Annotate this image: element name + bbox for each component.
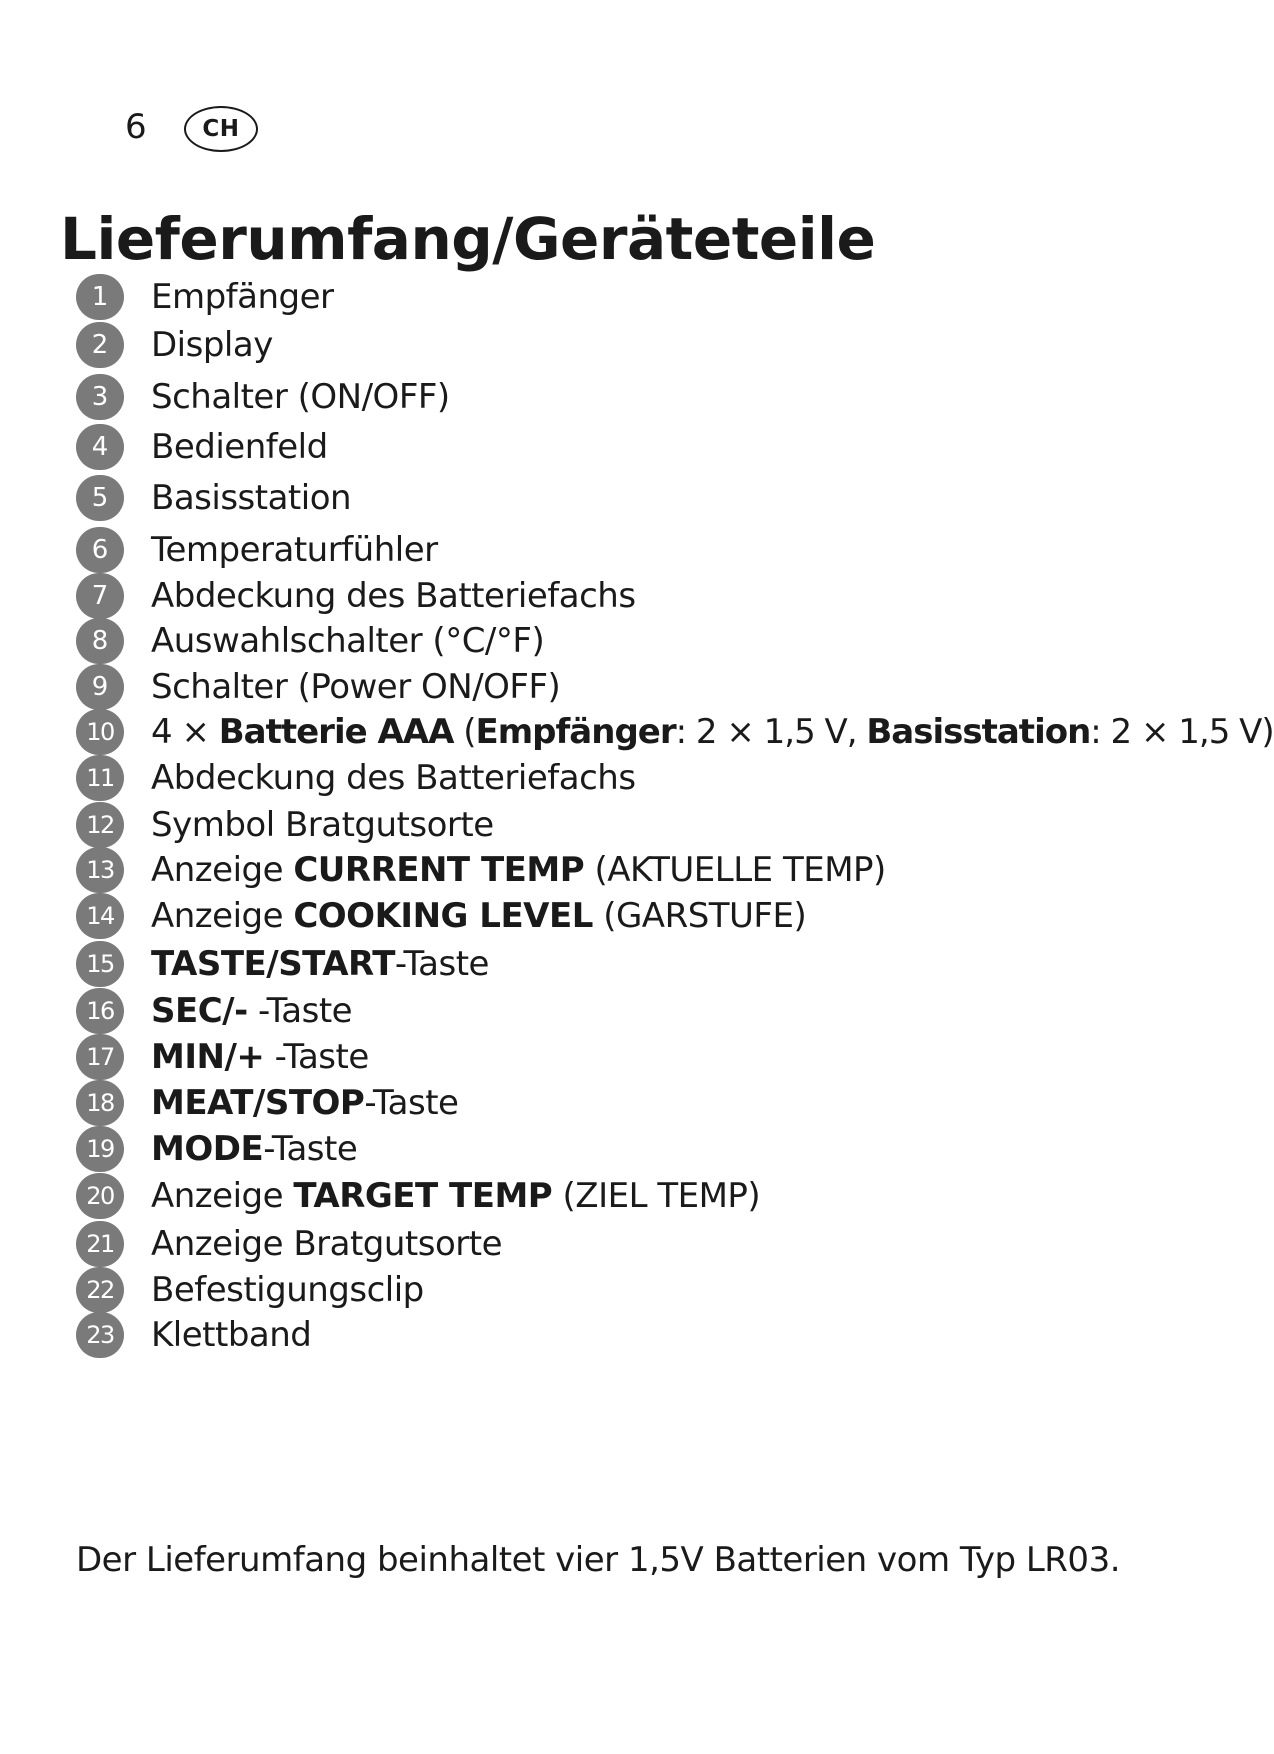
part-item — [0, 1080, 1241, 1126]
part-label — [151, 325, 273, 365]
part-number-badge: 12 — [76, 802, 124, 848]
part-number-badge: 4 — [76, 424, 124, 470]
part-label-segment: Empfänger — [151, 277, 334, 317]
part-item — [0, 1267, 1241, 1313]
part-item — [0, 755, 1241, 801]
part-label-segment: (ZIEL TEMP) — [552, 1176, 761, 1216]
part-label-segment: Temperaturfühler — [151, 530, 438, 570]
part-label-bold: CURRENT TEMP — [293, 850, 585, 890]
part-label-bold: Batterie AAA — [218, 712, 454, 752]
part-label-segment: Anzeige — [151, 1176, 294, 1216]
part-item — [0, 475, 1241, 521]
part-label — [151, 1270, 424, 1310]
part-label-segment: -Taste — [394, 944, 489, 984]
part-item — [0, 527, 1241, 573]
page-number: 6 — [125, 107, 147, 147]
part-item — [0, 618, 1241, 664]
part-label — [151, 1129, 357, 1169]
part-label-segment: Anzeige Bratgutsorte — [151, 1224, 503, 1264]
part-label-segment: Anzeige — [151, 896, 294, 936]
part-label — [151, 944, 489, 984]
part-item — [0, 941, 1241, 987]
part-number-badge: 9 — [76, 664, 124, 710]
part-label — [151, 1224, 502, 1264]
part-label — [151, 1315, 311, 1355]
part-number-badge: 14 — [76, 893, 124, 939]
part-item — [0, 1173, 1241, 1219]
part-label — [151, 991, 352, 1031]
part-label-segment: -Taste — [263, 1129, 358, 1169]
part-label-bold: MODE — [151, 1129, 264, 1169]
part-label-segment: -Taste — [364, 1083, 459, 1123]
part-number-badge: 8 — [76, 618, 124, 664]
part-label — [151, 758, 636, 798]
page-title: Lieferumfang/Geräteteile — [60, 205, 876, 273]
part-label-segment: Schalter (Power ON/OFF) — [151, 667, 561, 707]
part-item — [0, 274, 1241, 320]
part-number-badge: 15 — [76, 941, 124, 987]
part-item — [0, 374, 1241, 420]
part-label-segment: (GARSTUFE) — [592, 896, 807, 936]
part-item — [0, 709, 1274, 755]
part-number-badge: 16 — [76, 988, 124, 1034]
part-label-bold: COOKING LEVEL — [293, 896, 593, 936]
part-item — [0, 1221, 1241, 1267]
part-label-segment: Display — [151, 325, 273, 365]
part-label — [151, 1176, 760, 1216]
part-label-segment: Abdeckung des Batteriefachs — [151, 758, 636, 798]
part-label — [151, 478, 351, 518]
part-label — [151, 576, 636, 616]
part-number-badge: 19 — [76, 1126, 124, 1172]
part-label-bold: TARGET TEMP — [293, 1176, 553, 1216]
part-label-segment: Schalter (ON/OFF) — [151, 377, 450, 417]
part-item — [0, 573, 1241, 619]
part-label-segment: -Taste — [264, 1037, 369, 1077]
part-label — [151, 850, 886, 890]
part-number-badge: 10 — [76, 709, 124, 755]
part-item — [0, 322, 1241, 368]
part-label-segment: -Taste — [247, 991, 353, 1031]
part-label — [151, 1083, 458, 1123]
part-item — [0, 1034, 1241, 1080]
part-number-badge: 20 — [76, 1173, 124, 1219]
part-label — [151, 805, 494, 845]
part-number-badge: 5 — [76, 475, 124, 521]
part-label — [151, 621, 544, 661]
part-number-badge: 1 — [76, 274, 124, 320]
part-label-bold: TASTE/START — [151, 944, 395, 984]
part-label-segment: (AKTUELLE TEMP) — [584, 850, 886, 890]
part-label — [151, 1037, 369, 1077]
part-item — [0, 424, 1241, 470]
part-item — [0, 664, 1241, 710]
part-item — [0, 1126, 1241, 1172]
part-number-badge: 6 — [76, 527, 124, 573]
part-label-segment: Bedienfeld — [151, 427, 328, 467]
country-code-badge: CH — [184, 106, 258, 152]
footer-note: Der Lieferumfang beinhaltet vier 1,5V Batterien vom Typ LR03. — [76, 1540, 1121, 1580]
part-label — [151, 712, 1274, 752]
part-item — [0, 893, 1241, 939]
part-number-badge: 23 — [76, 1312, 124, 1358]
part-label-segment: Anzeige — [151, 850, 294, 890]
part-item — [0, 847, 1241, 893]
part-label-bold: MEAT/STOP — [151, 1083, 365, 1123]
part-label-bold: MIN/+ — [151, 1037, 265, 1077]
part-label-segment: 4 × — [151, 712, 219, 752]
part-number-badge: 7 — [76, 573, 124, 619]
part-label — [151, 427, 328, 467]
part-label-bold: SEC/- — [151, 991, 248, 1031]
part-label — [151, 896, 806, 936]
part-label-segment: ( — [453, 712, 476, 752]
part-item — [0, 1312, 1241, 1358]
part-label — [151, 277, 334, 317]
part-number-badge: 2 — [76, 322, 124, 368]
part-label-bold: Empfänger — [475, 712, 676, 752]
part-label — [151, 530, 438, 570]
part-label-segment: Symbol Bratgutsorte — [151, 805, 494, 845]
part-number-badge: 11 — [76, 755, 124, 801]
part-item — [0, 988, 1241, 1034]
part-number-badge: 18 — [76, 1080, 124, 1126]
part-label-segment: Basisstation — [151, 478, 352, 518]
part-label — [151, 377, 450, 417]
part-number-badge: 13 — [76, 847, 124, 893]
part-label-segment: Auswahlschalter (°C/°F) — [151, 621, 545, 661]
part-label-segment: : 2 × 1,5 V) — [1090, 712, 1274, 752]
part-label-segment: Abdeckung des Batteriefachs — [151, 576, 636, 616]
part-label-segment: Klettband — [151, 1315, 312, 1355]
part-number-badge: 22 — [76, 1267, 124, 1313]
part-label — [151, 667, 560, 707]
part-label-bold: Basisstation — [866, 712, 1091, 752]
part-number-badge: 3 — [76, 374, 124, 420]
part-item — [0, 802, 1241, 848]
part-number-badge: 17 — [76, 1034, 124, 1080]
part-label-segment: Befestigungsclip — [151, 1270, 424, 1310]
part-number-badge: 21 — [76, 1221, 124, 1267]
part-label-segment: : 2 × 1,5 V, — [675, 712, 867, 752]
